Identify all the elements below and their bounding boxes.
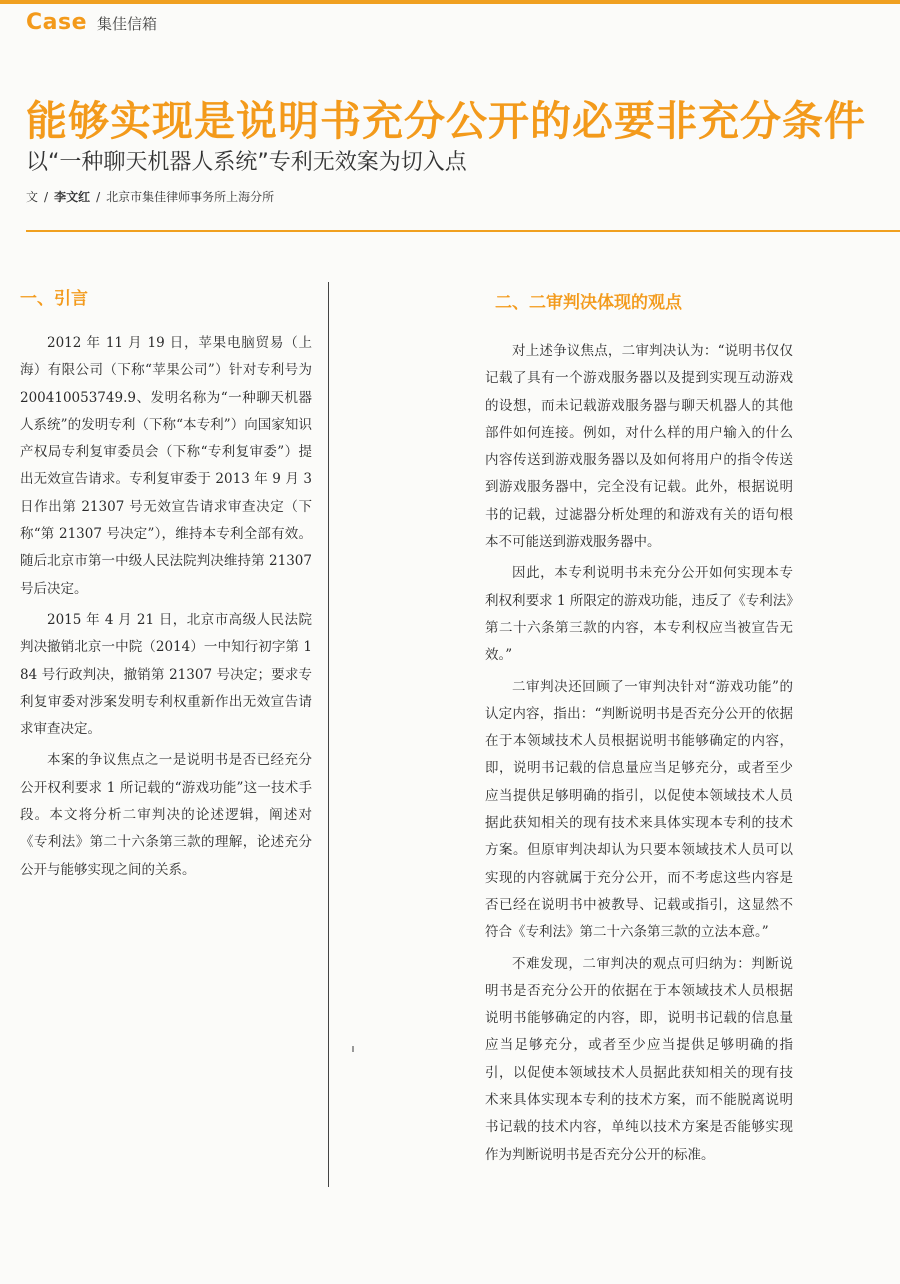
byline-separator: / (44, 190, 49, 204)
section-tag: 集佳信箱 (97, 15, 158, 33)
byline-prefix: 文 (26, 190, 39, 204)
column-divider (328, 282, 329, 1187)
article-subtitle: 以“一种聊天机器人系统”专利无效案为切入点 (26, 150, 467, 175)
byline-author: 李文红 (54, 190, 91, 204)
brand-label: Case (26, 10, 88, 35)
byline-affiliation: 北京市集佳律师事务所上海分所 (106, 190, 275, 204)
section-heading-introduction: 一、引言 (20, 289, 88, 309)
byline (26, 188, 274, 205)
top-accent-rule (0, 0, 900, 4)
column-left (20, 330, 312, 888)
paragraph: 本案的争议焦点之一是说明书是否已经充分公开权利要求 1 所记载的“游戏功能”这一技术手段。本文将分析二审判决的论述逻辑，阐述对《专利法》第二十六条第三款的理解，论述充分公开与能够实现之间的关系。 (20, 752, 312, 878)
paragraph: 不难发现，二审判决的观点可归纳为：判断说明书是否充分公开的依据在于本领域技术人员根据说明书能够确定的内容，即，说明书记载的信息量应当足够充分，或者至少应当提供足够明确的指引，以促使本领域技术人员据此获知相关的现有技术来具体实现本专利的技术方案，而不能脱离说明书记载的技术内容，单纯以技术方案是否能够实现作为判断说明书是否充分公开的标准。 (485, 955, 793, 1163)
paragraph: 对上述争议焦点，二审判决认为：“说明书仅仅记载了具有一个游戏服务器以及提到实现互动游戏的设想，而未记载游戏服务器与聊天机器人的其他部件如何连接。例如，对什么样的用户输入的什么内容传送到游戏服务器以及如何将用户的指令传送到游戏服务器中，完全没有记载。此外，根据说明书的记载，过滤器分析处理的和游戏有关的语句根本不可能送到游戏服务器中。 (485, 343, 793, 551)
scan-speck (352, 1046, 354, 1052)
paragraph: 2015 年 4 月 21 日，北京市高级人民法院判决撤销北京一中院（2014）一中知行初字第 184 号行政判决，撤销第 21307 号决定；要求专利复审委对涉案发明专利权重新作出无效宣告请求审查决定。 (20, 611, 312, 738)
column-right (485, 338, 793, 1173)
article-title: 能够实现是说明书充分公开的必要非充分条件 (26, 97, 866, 145)
byline-separator: / (96, 190, 101, 204)
header-divider (26, 230, 900, 232)
page-header (26, 10, 157, 35)
paragraph: 二审判决还回顾了一审判决针对“游戏功能”的认定内容，指出：“判断说明书是否充分公开的依据在于本领域技术人员根据说明书能够确定的内容，即，说明书记载的信息量应当足够充分，或者至少应当提供足够明确的指引，以促使本领域技术人员据此获知相关的现有技术来具体实现本专利的技术方案。但原审判决却认为只要本领域技术人员可以实现的内容就属于充分公开，而不考虑这些内容是否已经在说明书中被教导、记载或指引，这显然不符合《专利法》第二十六条第三款的立法本意。” (485, 678, 793, 941)
section-heading-second-instance: 二、二审判决体现的观点 (495, 293, 682, 313)
paragraph: 2012 年 11 月 19 日，苹果电脑贸易（上海）有限公司（下称“苹果公司”）针对专利号为 200410053749.9、发明名称为“一种聊天机器人系统”的发明专利（下称“本专利”）向国家知识产权局专利复审委员会（下称“专利复审委”）提出无效宣告请求。专利复审委于 2013 年 9 月 3 日作出第 21307 号无效宣告请求审查决定（下称“第 21307 号决定”），维持本专利全部有效。随后北京市第一中级人民法院判决维持第 21307 号后决定。 (20, 335, 312, 597)
paragraph: 因此，本专利说明书未充分公开如何实现本专利权利要求 1 所限定的游戏功能，违反了《专利法》第二十六条第三款的内容，本专利权应当被宣告无效。” (485, 565, 793, 664)
